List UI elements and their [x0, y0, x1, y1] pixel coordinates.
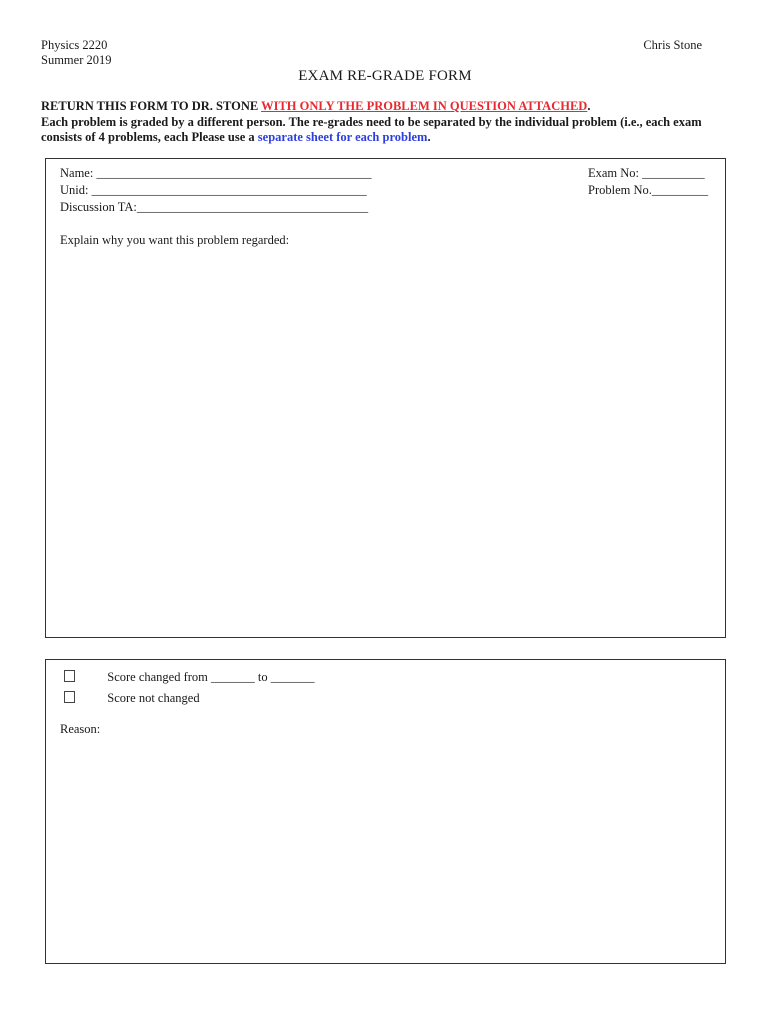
instructor-name: Chris Stone — [643, 38, 702, 52]
score-changed-checkbox[interactable] — [64, 670, 75, 682]
course-term: Summer 2019 — [41, 53, 112, 67]
course-name: Physics 2220 — [41, 38, 108, 52]
explain-prompt: Explain why you want this problem regarded: — [60, 233, 290, 247]
grader-box — [45, 659, 726, 964]
score-changed-label: Score changed from _______ to _______ — [107, 670, 315, 684]
form-title: EXAM RE-GRADE FORM — [298, 68, 472, 84]
instructions — [41, 99, 731, 146]
name-field[interactable]: Name: ____________________________________________ — [60, 166, 372, 180]
explanation-area[interactable] — [60, 255, 710, 625]
student-request-box — [45, 158, 726, 638]
instruction-return: RETURN THIS FORM TO DR. STONE — [41, 99, 262, 113]
problem-number-field[interactable]: Problem No._________ — [588, 183, 709, 197]
reason-label: Reason: — [60, 722, 101, 736]
score-not-changed-checkbox[interactable] — [64, 691, 75, 703]
score-not-changed-label: Score not changed — [107, 691, 200, 705]
instruction-attach-warning: WITH ONLY THE PROBLEM IN QUESTION ATTACHED — [261, 99, 588, 113]
instruction-separate-sheet: separate sheet for each problem — [257, 130, 428, 144]
instruction-period-2: . — [427, 130, 431, 144]
reason-area[interactable] — [60, 742, 710, 952]
unid-field[interactable]: Unid: ____________________________________________ — [60, 183, 367, 197]
score-not-changed-option — [64, 690, 200, 707]
course-info — [41, 38, 111, 68]
score-changed-option — [64, 669, 315, 686]
instruction-separate: Each problem is graded by a different person. The re-grades need to be separated by the individual problem (i.e., each exam consists of 4 problems, each Please use a — [41, 114, 702, 144]
instruction-period: . — [587, 99, 591, 113]
discussion-ta-field[interactable]: Discussion TA:_____________________________________ — [60, 200, 369, 214]
exam-number-field[interactable]: Exam No: __________ — [588, 166, 705, 180]
